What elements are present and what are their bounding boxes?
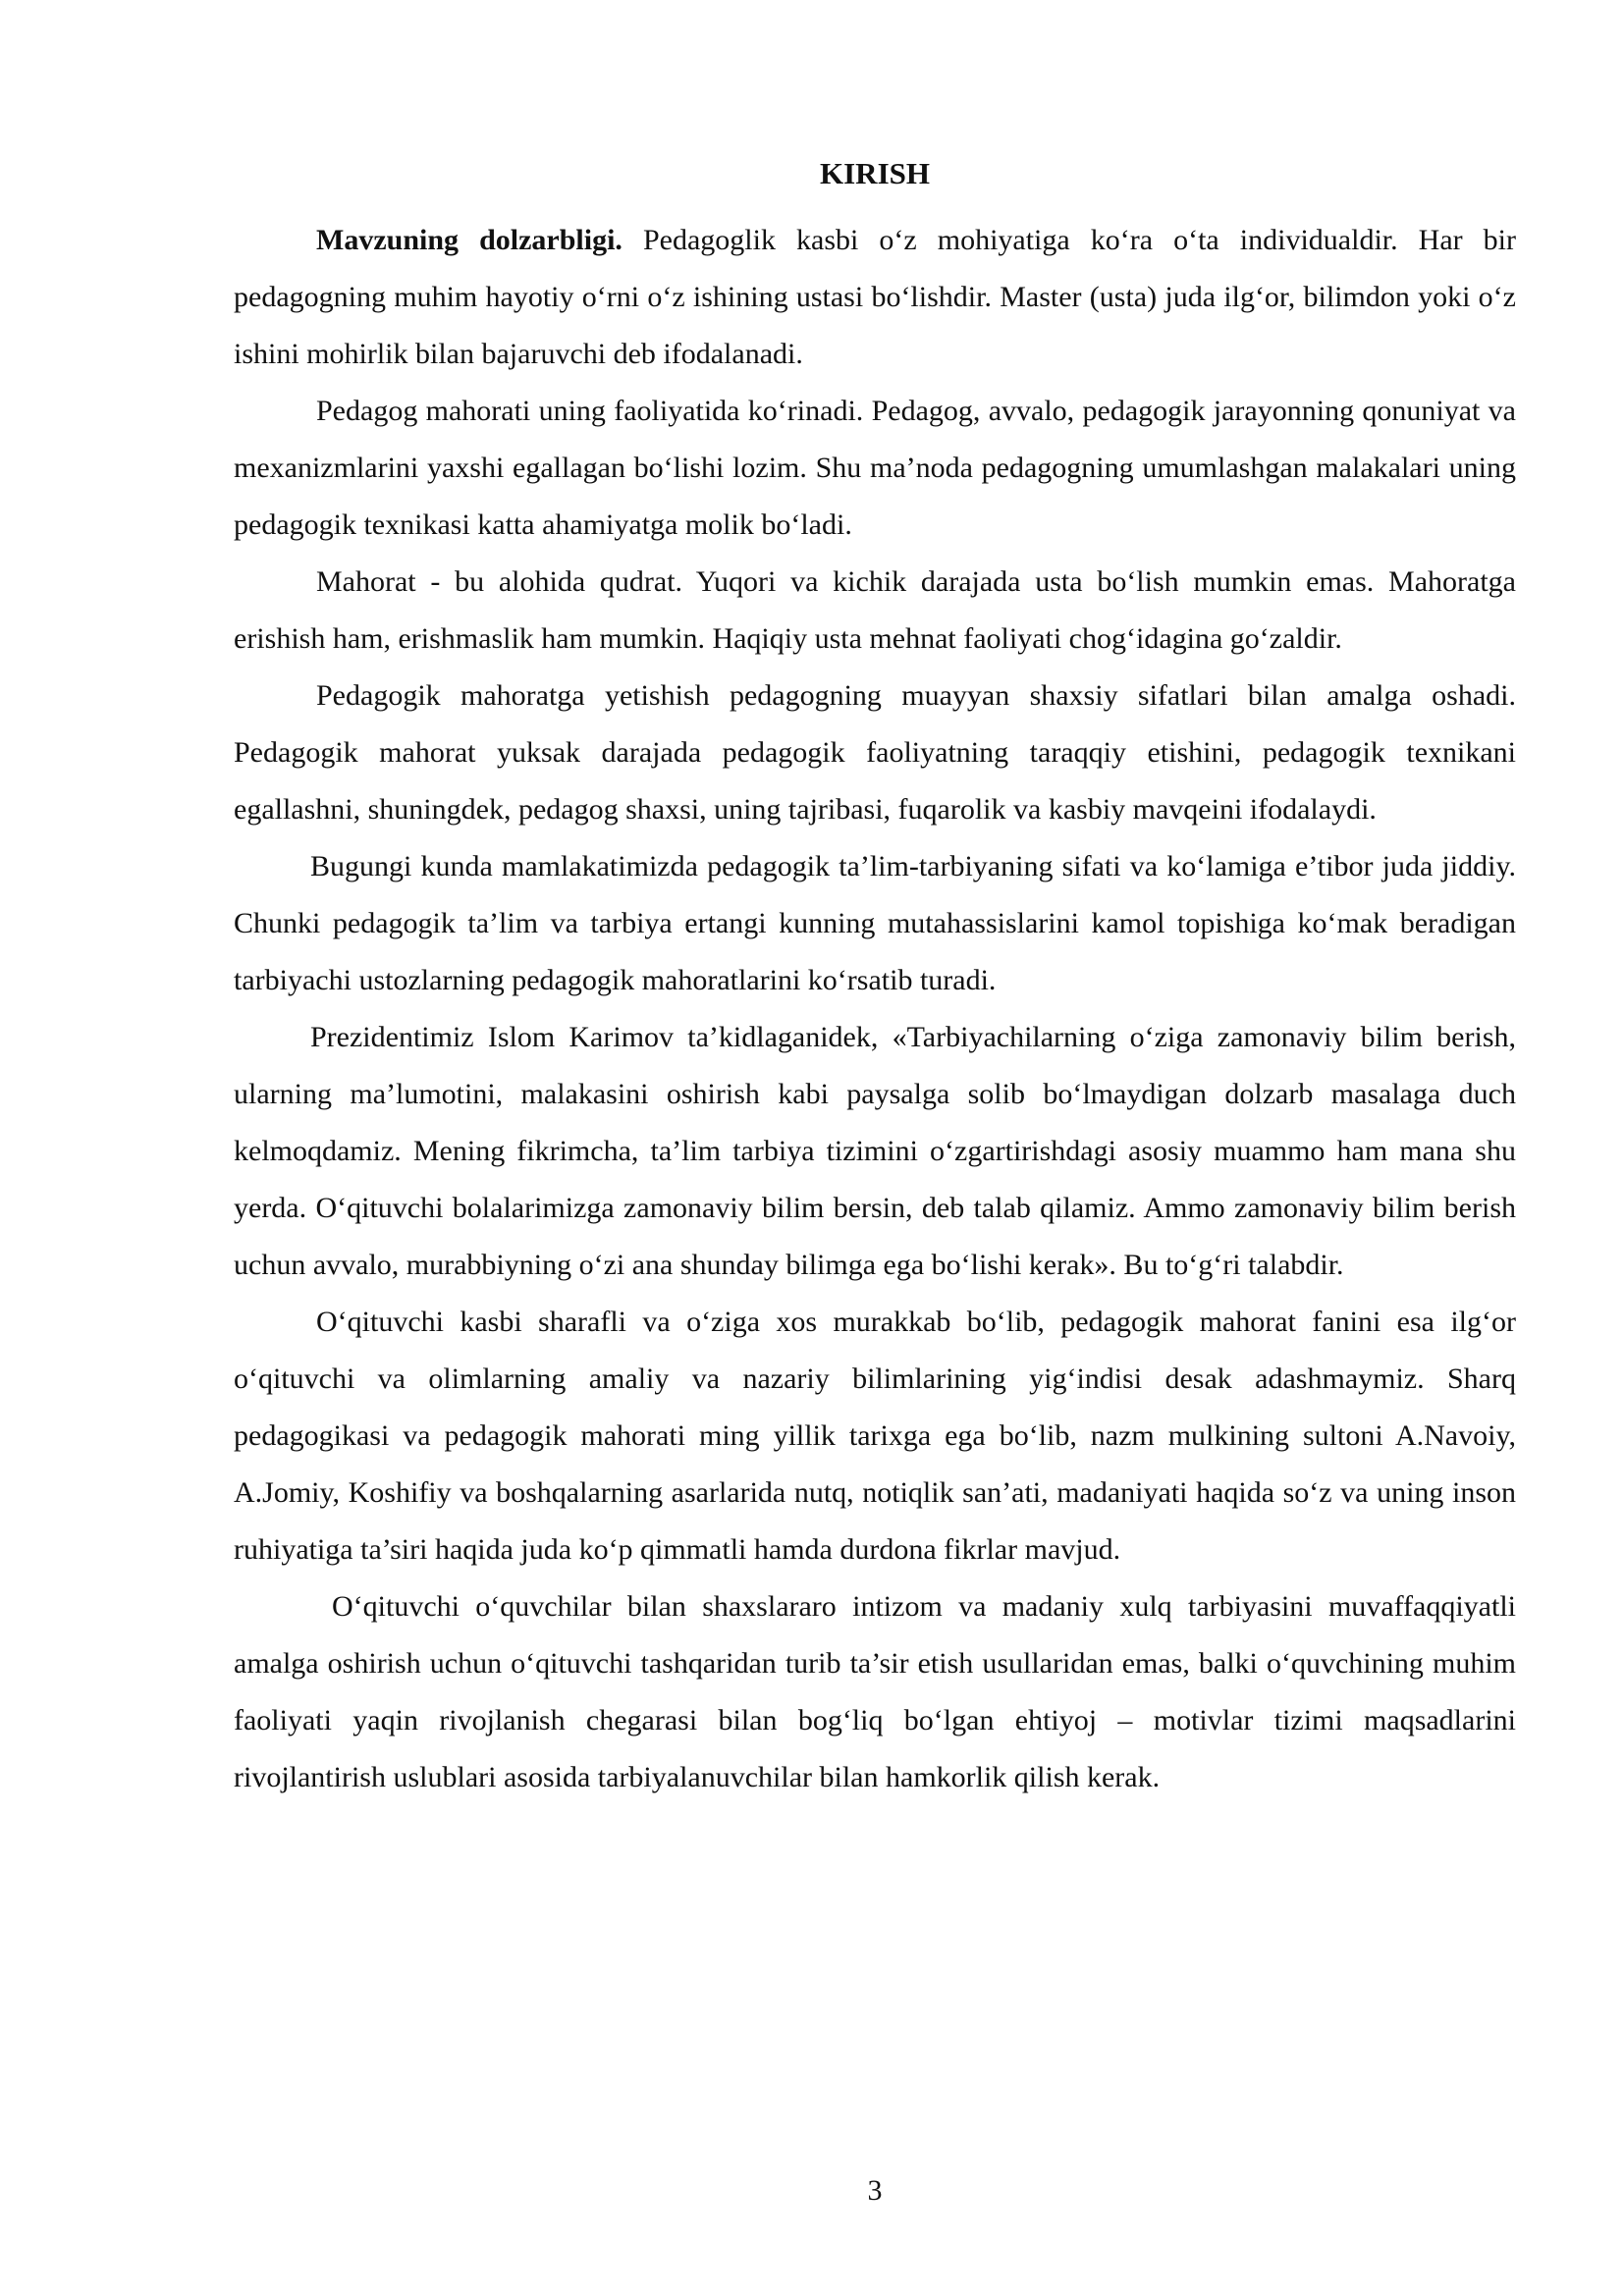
paragraph: Mahorat - bu alohida qudrat. Yuqori va kichik darajada usta bo‘lish mumkin emas. Mahoratga erishish ham, erishmaslik ham mumkin. Haqiqiy usta mehnat faoliyati chog‘idagina go‘zaldir. [234, 565, 1516, 655]
document-body [234, 212, 1516, 1806]
paragraph: Prezidentimiz Islom Karimov ta’kidlaganidek, «Tarbiyachilarning o‘ziga zamonaviy bilim berish, ularning ma’lumotini, malakasini oshirish kabi paysalga solib bo‘lmaydigan dolzarb masalaga duch kelmoqdamiz. Mening fikrimcha, ta’lim tarbiya tizimini o‘zgartirishdagi asosiy muammo ham mana shu yerda. O‘qituvchi bolalarimizga zamonaviy bilim bersin, deb talab qilamiz. Ammo zamonaviy bilim berish uchun avvalo, murabbiyning o‘zi ana shunday bilimga ega bo‘lishi kerak». Bu to‘g‘ri talabdir. [234, 1021, 1516, 1281]
section-title: KIRISH [820, 156, 930, 190]
paragraph: Bugungi kunda mamlakatimizda pedagogik ta’lim-tarbiyaning sifati va ko‘lamiga e’tibor juda jiddiy. Chunki pedagogik ta’lim va tarbiya ertangi kunning mutahassislarini kamol topishiga ko‘mak beradigan tarbiyachi ustozlarning pedagogik mahoratlarini ko‘rsatib turadi. [234, 850, 1516, 996]
page-number: 3 [867, 2174, 883, 2207]
paragraph: Pedagog mahorati uning faoliyatida ko‘rinadi. Pedagog, avvalo, pedagogik jarayonning qonuniyat va mexanizmlarini yaxshi egallagan bo‘lishi lozim. Shu ma’noda pedagogning umumlashgan malakalari uning pedagogik texnikasi katta ahamiyatga molik bo‘ladi. [234, 395, 1516, 541]
paragraph-relevance [234, 212, 1516, 383]
paragraph-lead: Mavzuning dolzarbligi. [316, 224, 623, 256]
paragraph: O‘qituvchi o‘quvchilar bilan shaxslararo intizom va madaniy xulq tarbiyasini muvaffaqqiyatli amalga oshirish uchun o‘qituvchi tashqaridan turib ta’sir etish usullaridan emas, balki o‘quvchining muhim faoliyati yaqin rivojlanish chegarasi bilan bog‘liq bo‘lgan ehtiyoj – motivlar tizimi maqsadlarini rivojlantirish uslublari asosida tarbiyalanuvchilar bilan hamkorlik qilish kerak. [234, 1590, 1516, 1793]
paragraph: Pedagogik mahoratga yetishish pedagogning muayyan shaxsiy sifatlari bilan amalga oshadi. Pedagogik mahorat yuksak darajada pedagogik faoliyatning taraqqiy etishini, pedagogik texnikani egallashni, shuningdek, pedagog shaxsi, uning tajribasi, fuqarolik va kasbiy mavqeini ifodalaydi. [234, 679, 1516, 826]
paragraph-text: Pedagoglik kasbi o‘z mohiyatiga ko‘ra o‘ta individualdir. Har bir pedagogning muhim hayotiy o‘rni o‘z ishining ustasi bo‘lishdir. Master (usta) juda ilg‘or, bilimdon yoki o‘z ishini mohirlik bilan bajaruvchi deb ifodalanadi. [234, 224, 1517, 370]
paragraph: O‘qituvchi kasbi sharafli va o‘ziga xos murakkab bo‘lib, pedagogik mahorat fanini esa ilg‘or o‘qituvchi va olimlarning amaliy va nazariy bilimlarining yig‘indisi desak adashmaymiz. Sharq pedagogikasi va pedagogik mahorati ming yillik tarixga ega bo‘lib, nazm mulkining sultoni A.Navoiy, A.Jomiy, Koshifiy va boshqalarning asarlarida nutq, notiqlik san’ati, madaniyati haqida so‘z va uning inson ruhiyatiga ta’siri haqida juda ko‘p qimmatli hamda durdona fikrlar mavjud. [234, 1306, 1516, 1566]
